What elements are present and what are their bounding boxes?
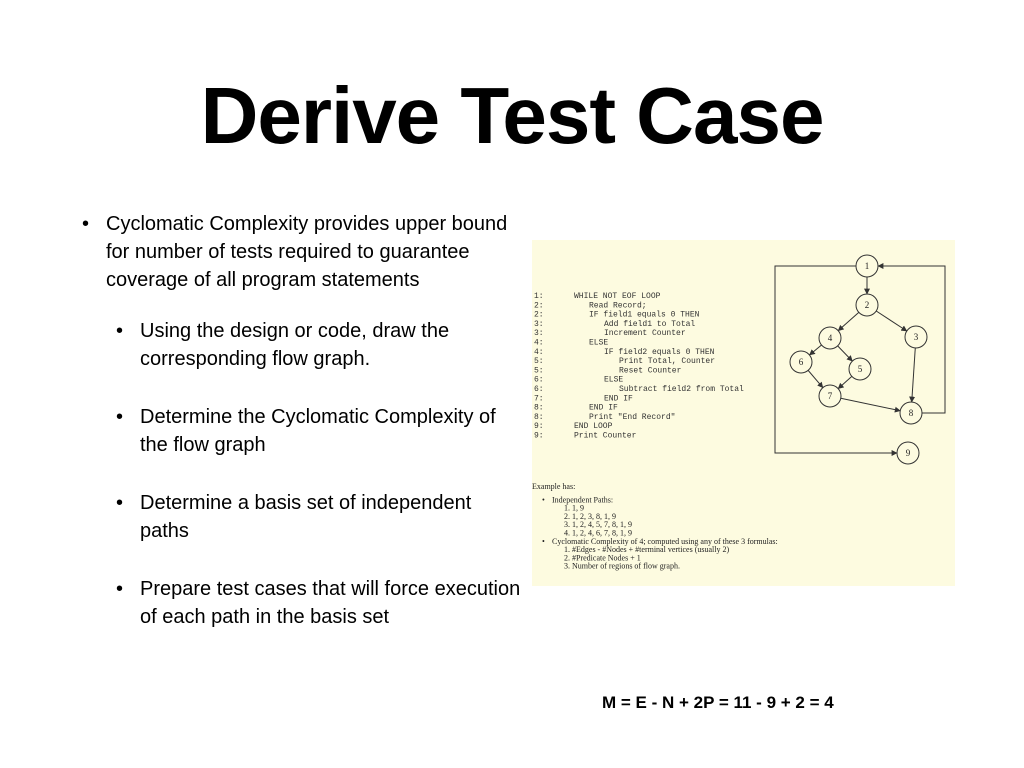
- code-line: Reset Counter: [619, 366, 682, 376]
- code-line: END IF: [589, 403, 618, 413]
- code-line: Add field1 to Total: [604, 319, 696, 329]
- example-heading: Example has:: [532, 482, 576, 491]
- code-line-number: 1:: [534, 292, 544, 301]
- slide-title: Derive Test Case: [200, 71, 824, 160]
- bullet-dot-icon: •: [116, 492, 124, 514]
- independent-path: 2. 1, 2, 3, 8, 1, 9: [564, 511, 616, 521]
- code-line-number: 5:: [534, 366, 544, 376]
- sub-bullet-item: [82, 317, 522, 373]
- code-line-number: 8:: [534, 412, 544, 422]
- code-line: Increment Counter: [604, 329, 686, 339]
- code-line-number: 5:: [534, 357, 544, 367]
- flow-node-label: 3: [913, 332, 919, 342]
- code-line: WHILE NOT EOF LOOP: [574, 292, 661, 301]
- complexity-formula-item: 3. Number of regions of flow graph.: [564, 561, 680, 571]
- code-line: Subtract field2 from Total: [619, 385, 744, 394]
- flow-edge: [809, 345, 821, 355]
- bullet-dot-icon: •: [542, 536, 545, 546]
- independent-path: 3. 1, 2, 4, 5, 7, 8, 1, 9: [564, 520, 632, 530]
- code-line: Print Total, Counter: [619, 357, 716, 367]
- complexity-formula-item: 1. #Edges - #Nodes + #terminal vertices (usually 2): [564, 545, 730, 555]
- complexity-label: Cyclomatic Complexity of 4; computed using any of these 3 formulas:: [552, 536, 778, 546]
- code-line: Print Counter: [574, 431, 637, 441]
- bullet-text: Determine the Cyclomatic Complexity of the flow graph: [140, 406, 496, 456]
- code-line-number: 9:: [534, 422, 544, 432]
- code-line-number: 9:: [534, 431, 544, 441]
- code-line-number: 3:: [534, 329, 544, 339]
- sub-bullet-item: [82, 575, 522, 631]
- flow-edge: [841, 398, 900, 410]
- code-line: END IF: [604, 394, 633, 404]
- flow-edge: [912, 348, 916, 402]
- code-listing: [534, 292, 744, 441]
- code-line-number: 4:: [534, 338, 544, 348]
- bullet-item: [82, 210, 522, 294]
- flow-edge: [876, 311, 907, 331]
- bullet-dot-icon: •: [116, 406, 124, 428]
- flow-node-label: 2: [864, 300, 870, 310]
- code-line: END LOOP: [574, 422, 613, 432]
- code-line: ELSE: [604, 375, 624, 385]
- bullet-dot-icon: •: [542, 495, 545, 505]
- flow-node-label: 1: [864, 261, 870, 271]
- flow-node-label: 5: [857, 364, 863, 374]
- code-line-number: 6:: [534, 375, 544, 385]
- bullet-text: Using the design or code, draw the corresponding flow graph.: [140, 320, 450, 370]
- complexity-formula-item: 2. #Predicate Nodes + 1: [564, 553, 641, 563]
- bullet-text: Cyclomatic Complexity provides upper bound for number of tests required to guarantee coverage of all program statements: [106, 213, 508, 291]
- flow-edge: [838, 376, 852, 388]
- flow-edge: [838, 346, 853, 361]
- code-line-number: 3:: [534, 319, 544, 329]
- code-line: Print "End Record": [589, 412, 676, 422]
- code-line: ELSE: [589, 338, 609, 348]
- code-line: IF field2 equals 0 THEN: [604, 347, 715, 357]
- flow-graph-nodes: [790, 255, 927, 464]
- code-line-number: 6:: [534, 385, 544, 394]
- flow-edge: [808, 370, 823, 387]
- independent-paths-label: Independent Paths:: [552, 495, 614, 505]
- flow-node-label: 9: [905, 448, 911, 458]
- bullet-text: Prepare test cases that will force execution of each path in the basis set: [140, 578, 521, 628]
- sub-bullet-item: [82, 403, 522, 459]
- bullet-list: [82, 210, 522, 631]
- bullet-dot-icon: •: [116, 578, 124, 600]
- code-line-number: 7:: [534, 394, 544, 404]
- flow-graph-figure: [532, 240, 955, 586]
- flow-node-label: 7: [827, 391, 833, 401]
- sub-bullet-item: [82, 489, 522, 545]
- example-notes: [532, 482, 778, 571]
- code-line: IF field1 equals 0 THEN: [589, 310, 700, 320]
- independent-path: 1. 1, 9: [564, 503, 584, 513]
- independent-path: 4. 1, 2, 4, 6, 7, 8, 1, 9: [564, 528, 632, 538]
- complexity-formula: M = E - N + 2P = 11 - 9 + 2 = 4: [602, 693, 834, 712]
- code-line-number: 2:: [534, 310, 544, 320]
- code-line-number: 4:: [534, 347, 544, 357]
- code-line-number: 2:: [534, 301, 544, 311]
- flow-node-label: 6: [798, 357, 804, 367]
- flow-node-label: 8: [908, 408, 914, 418]
- flow-node-label: 4: [827, 333, 833, 343]
- bullet-dot-icon: •: [82, 213, 90, 235]
- code-line: Read Record;: [589, 301, 647, 311]
- flow-edge: [838, 312, 859, 330]
- bullet-text: Determine a basis set of independent paths: [140, 492, 472, 542]
- flow-graph-canvas: [532, 240, 955, 586]
- code-line-number: 8:: [534, 403, 544, 413]
- bullet-dot-icon: •: [116, 320, 124, 342]
